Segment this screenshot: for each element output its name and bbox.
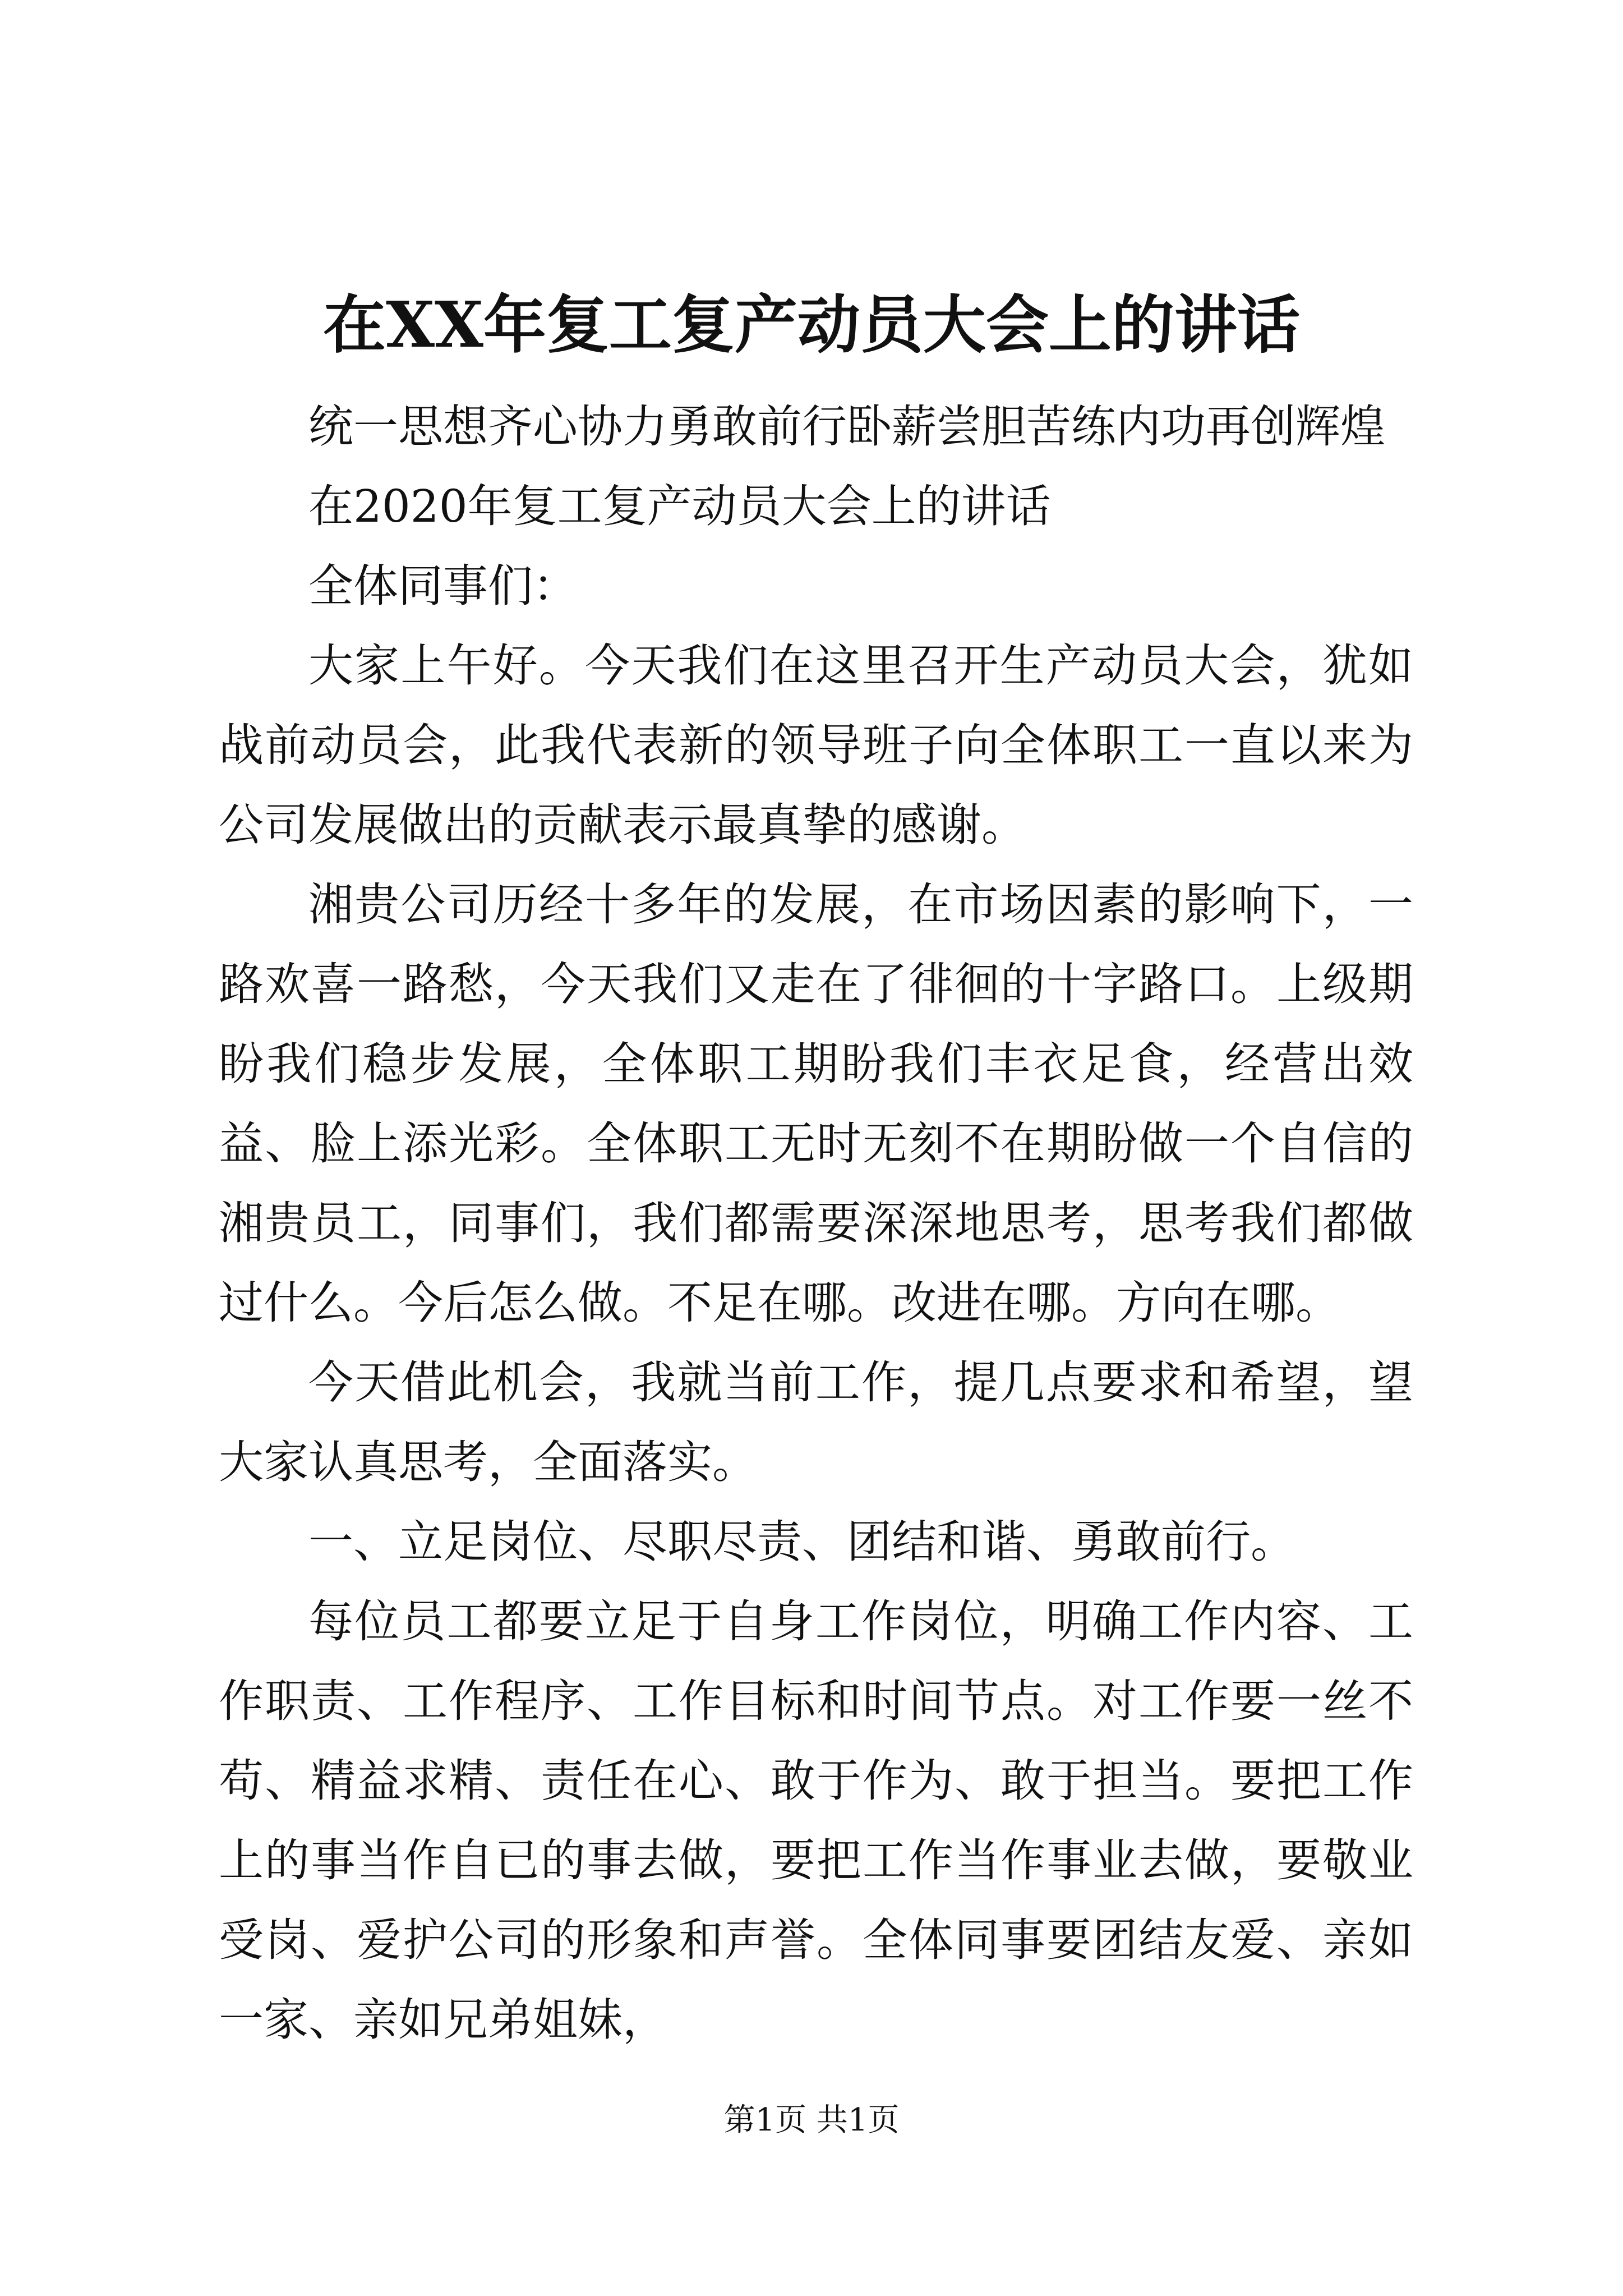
paragraph: 大家上午好。今天我们在这里召开生产动员大会，犹如战前动员会，此我代表新的领导班子向全体职工一直以来为公司发展做出的贡献表示最真挚的感谢。 — [219, 639, 1413, 851]
paragraph: 每位员工都要立足于自身工作岗位，明确工作内容、工作职责、工作程序、工作目标和时间节点。对工作要一丝不苟、精益求精、责任在心、敢于作为、敢于担当。要把工作上的事当作自已的事去做，要把工作当作事业去做，要敬业受岗、爱护公司的形象和声誉。全体同事要团结友爱、亲如一家、亲如兄弟姐妹， — [219, 1595, 1413, 2046]
paragraph: 今天借此机会，我就当前工作，提几点要求和希望，望大家认真思考，全面落实。 — [219, 1356, 1413, 1488]
paragraph: 湘贵公司历经十多年的发展，在市场因素的影响下，一路欢喜一路愁，今天我们又走在了徘徊的十字路口。上级期盼我们稳步发展，全体职工期盼我们丰衣足食，经营出效益、脸上添光彩。全体职工无时无刻不在期盼做一个自信的湘贵员工，同事们，我们都需要深深地思考，思考我们都做过什么。今后怎么做。不足在哪。改进在哪。方向在哪。 — [219, 878, 1413, 1329]
paragraph-speech-title: 在2020年复工复产动员大会上的讲话 — [308, 480, 1051, 532]
section-heading: 一、立足岗位、尽职尽责、团结和谐、勇敢前行。 — [308, 1516, 1295, 1568]
page-footer: 第1页 共1页 — [723, 2102, 900, 2138]
paragraph-salutation: 全体同事们： — [308, 560, 578, 612]
paragraph-subtitle: 统一思想齐心协力勇敢前行卧薪尝胆苦练内功再创辉煌 — [308, 401, 1385, 453]
document-title: 在XX年复工复产动员大会上的讲话 — [323, 288, 1300, 362]
document-body — [219, 387, 1413, 2060]
